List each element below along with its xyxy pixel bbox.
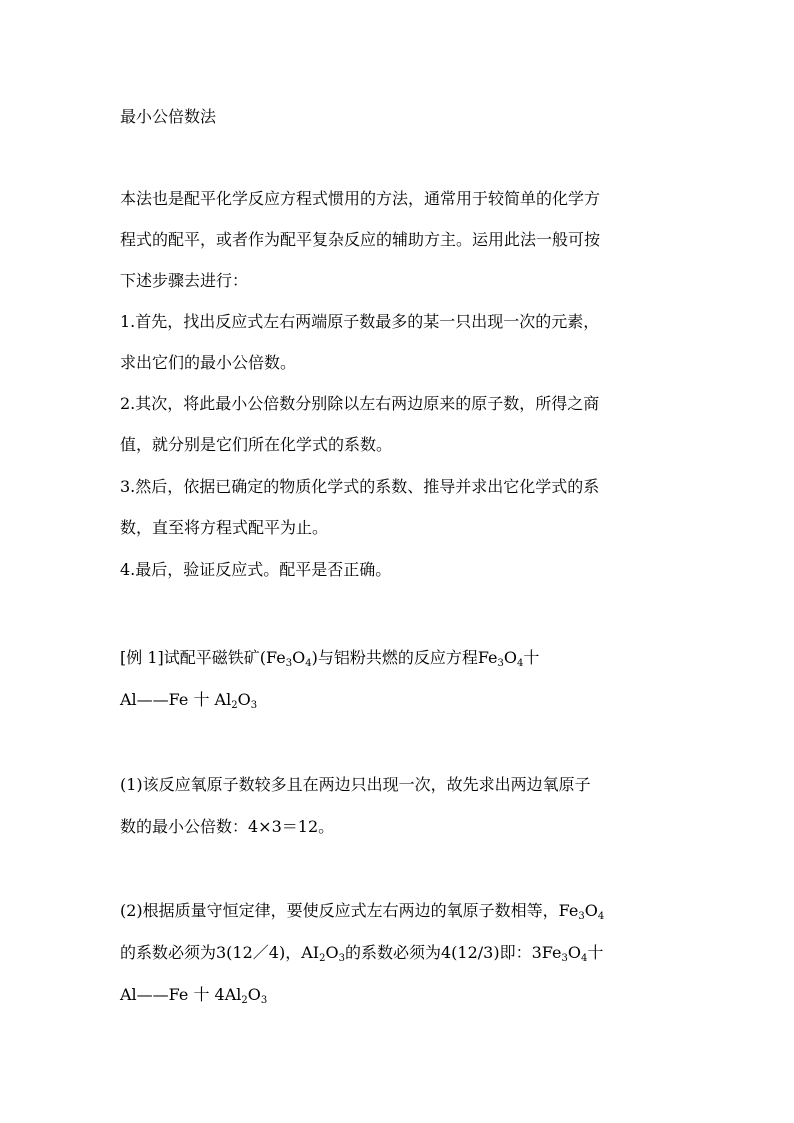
part-2-line-1 [120,901,604,921]
intro-line-2: 程式的配平，或者作为配平复杂反应的辅助方主。运用此法一般可按 [120,230,601,249]
example-line-2 [120,690,257,710]
step-2-line-1: 2.其次，将此最小公倍数分别除以左右两边原来的原子数，所得之商 [120,394,600,413]
formula-sub: 3 [338,953,345,964]
formula-sub: 3 [260,995,268,1006]
part-2-text: 的系数必须为4(12/3)即：3Fe [344,943,562,962]
section-title: 最小公倍数法 [120,107,217,126]
step-3-line-1: 3.然后，依据已确定的物质化学式的系数、推导并求出它化学式的系 [120,477,600,496]
intro-line-3: 下述步骤去进行： [120,271,249,290]
formula-sub: 4 [517,658,524,669]
formula-sub: 3 [578,911,585,922]
formula-sub: 3 [250,700,258,711]
example-mid: )与铝粉共燃的反应方程 [311,648,478,667]
formula-sub: 3 [561,953,568,964]
formula-sub: 3 [497,658,504,669]
example-line-1 [120,648,539,668]
formula-sub: 4 [597,911,605,922]
step-3-line-2: 数，直至将方程式配平为止。 [120,518,329,537]
plus-sign: 十 [587,943,604,962]
example-prefix: [例 1]试配平磁铁矿( [120,648,266,667]
part-1-line-1: (1)该反应氧原子数较多且在两边只出现一次，故先求出两边氧原子 [120,775,591,794]
formula-sub: 4 [305,658,312,669]
formula-o: O [292,648,306,667]
formula-o: O [247,985,261,1004]
formula-fe: Fe [266,648,286,667]
step-1-line-2: 求出它们的最小公倍数。 [120,353,297,372]
formula-o: O [584,901,598,920]
formula-sub: 3 [285,658,293,669]
formula-o: O [503,648,518,667]
part-2-text: (2)根据质量守恒定律，要使反应式左右两边的氧原子数相等，Fe [120,901,579,920]
formula-sub: 4 [580,953,588,964]
plus-sign: 十 [523,648,540,667]
part-1-line-2: 数的最小公倍数：4×3＝12。 [120,817,335,836]
formula-sub: 2 [319,953,326,964]
step-2-line-2: 值，就分别是它们所在化学式的系数。 [120,435,393,454]
step-4-line: 4.最后，验证反应式。配平是否正确。 [120,560,392,579]
formula-o: O [237,690,251,709]
part-2-line-2 [120,943,603,963]
intro-line-1: 本法也是配平化学反应方程式惯用的方法，通常用于较简单的化学方 [120,189,601,208]
part-2-line-3 [120,985,267,1005]
part-2-text: 的系数必须为3(12／4)，AI [120,943,320,962]
formula-fe: Fe [477,648,498,667]
equation-text: Al——Fe 十 4Al [120,985,242,1004]
step-1-line-1: 1.首先，找出反应式左右两端原子数最多的某一只出现一次的元素， [120,312,600,331]
formula-sub: 2 [241,995,248,1006]
formula-o: O [567,943,581,962]
formula-sub: 2 [231,700,238,711]
equation-text: Al——Fe 十 Al [120,690,232,709]
formula-o: O [325,943,339,962]
